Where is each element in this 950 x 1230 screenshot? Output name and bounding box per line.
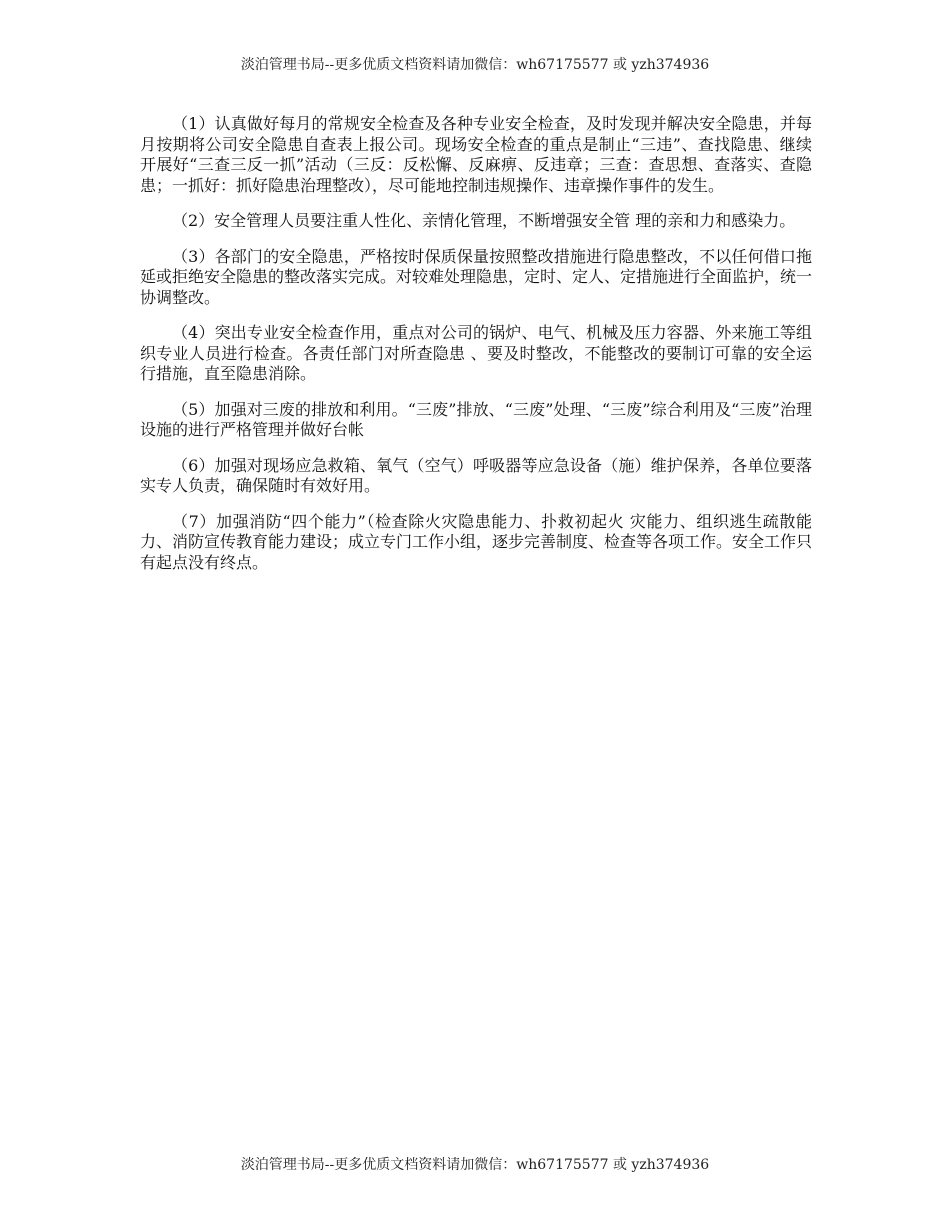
paragraph-2: （2）安全管理人员要注重人性化、亲情化管理，不断增强安全管 理的亲和力和感染力。	[172, 211, 796, 230]
page-footer: 淡泊管理书局--更多优质文档资料请加微信：wh67175577 或 yzh374936	[240, 1157, 710, 1173]
paragraph-7: （7）加强消防“四个能力”（检查除火灾隐患能力、扑救初起火 灾能力、组织逃生疏散能力、消防宣传教育能力建设；成立专门工作小组，逐步完善制度、检查等各项工作。安全工作只有起点没有终点。	[140, 511, 813, 572]
paragraph-4: （4）突出专业安全检查作用，重点对公司的锅炉、电气、机械及压力容器、外来施工等组织专业人员进行检查。各责任部门对所查隐患 、要及时整改，不能整改的要制订可靠的安全运行措施，直至隐患消除。	[140, 323, 812, 383]
document-body	[140, 114, 812, 588]
paragraph-3: （3）各部门的安全隐患，严格按时保质保量按照整改措施进行隐患整改，不以任何借口拖延或拒绝安全隐患的整改落实完成。对较难处理隐患，定时、定人、定措施进行全面监护，统一协调整改。	[140, 246, 813, 307]
paragraph-6: （6）加强对现场应急救箱、氧气（空气）呼吸器等应急设备（施）维护保养，各单位要落实专人负责，确保随时有效好用。	[140, 455, 812, 495]
paragraph-5: （5）加强对三废的排放和利用。“三废”排放、“三废”处理、“三废”综合利用及“三废”治理设施的进行严格管理并做好台帐	[140, 399, 812, 439]
paragraph-1: （1）认真做好每月的常规安全检查及各种专业安全检查，及时发现并解决安全隐患，并每月按期将公司安全隐患自查表上报公司。现场安全检查的重点是制止“三违”、查找隐患、继续开展好“三查三反一抓”活动（三反：反松懈、反麻痹、反违章；三查：查思想、查落实、查隐患；一抓好：抓好隐患治理整改），尽可能地控制违规操作、违章操作事件的发生。	[140, 114, 812, 195]
page-header: 淡泊管理书局--更多优质文档资料请加微信：wh67175577 或 yzh374936	[240, 57, 710, 73]
